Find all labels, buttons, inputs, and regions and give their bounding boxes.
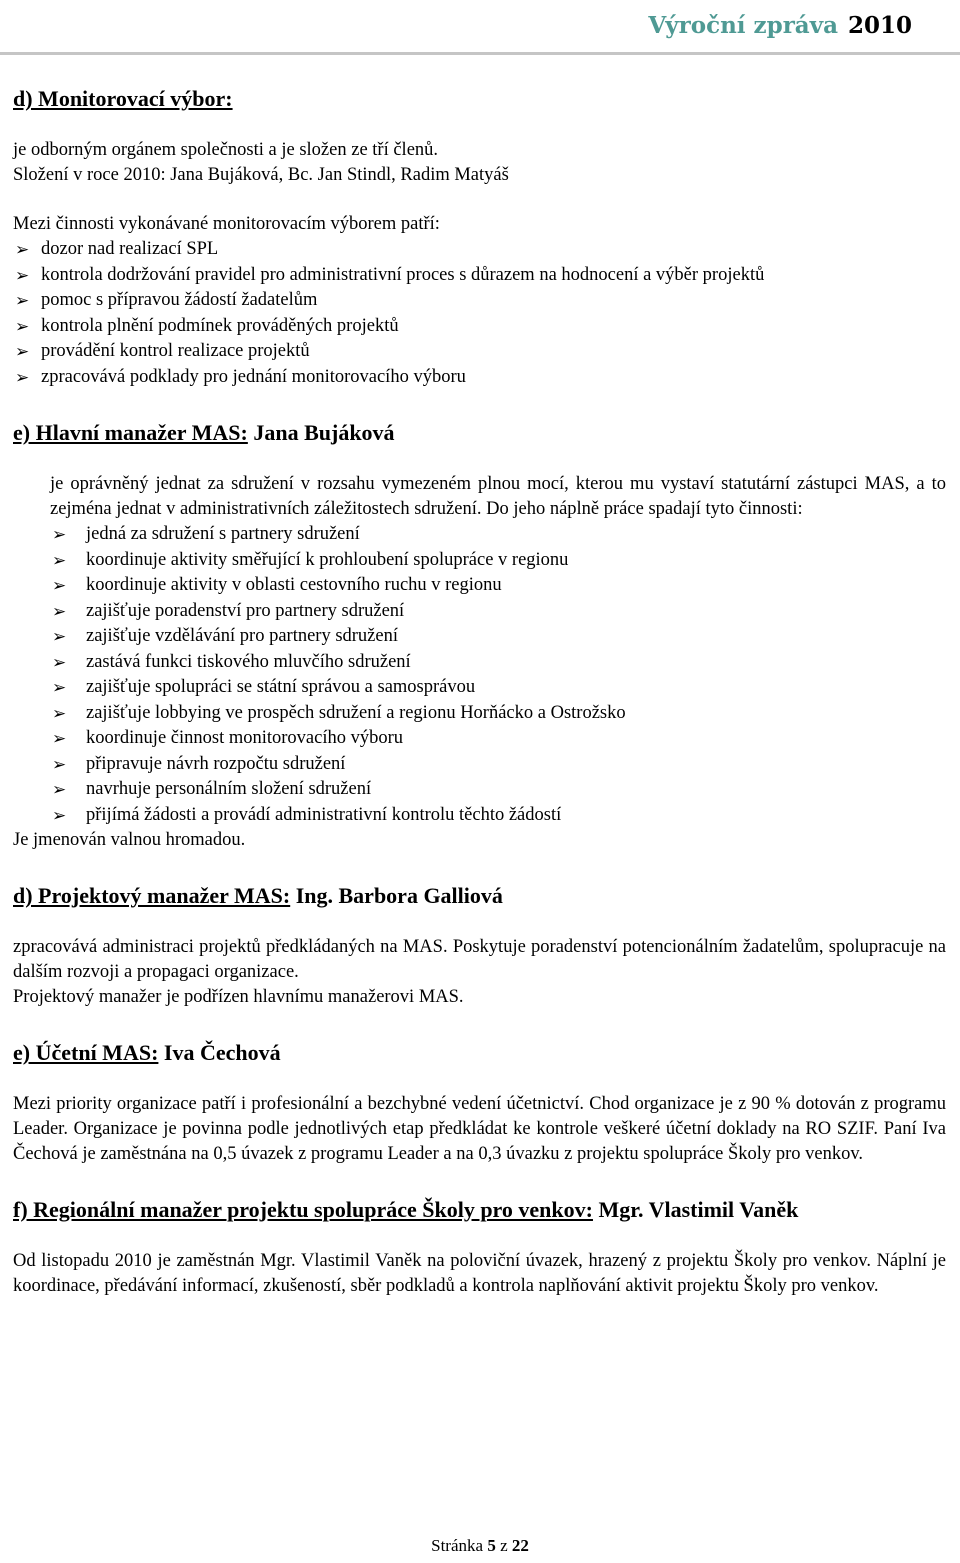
arrow-bullet-icon: ➢: [15, 316, 30, 336]
list-item-text: zajišťuje vzdělávání pro partnery sdružení: [86, 626, 398, 646]
monitoring-committee-heading: d) Monitorovací výbor:: [13, 86, 233, 111]
regional-manager-paragraph: Od listopadu 2010 je zaměstnán Mgr. Vlastimil Vaněk na poloviční úvazek, hrazený z projektu Školy pro venkov. Náplní je koordinace, předávání informací, zkušeností, sběr podkladů a kontrola naplňování aktivit projektu Školy pro venkov.: [13, 1251, 946, 1296]
arrow-bullet-icon: ➢: [52, 652, 67, 672]
arrow-bullet-icon: ➢: [15, 291, 30, 310]
arrow-bullet-icon: ➢: [52, 525, 67, 544]
list-item: [13, 339, 946, 365]
arrow-bullet-icon: ➢: [52, 550, 67, 570]
footer-current-page: 5: [487, 1536, 496, 1555]
main-manager-heading: e) Hlavní manažer MAS: Jana Bujáková: [13, 420, 395, 445]
project-manager-paragraph-1: zpracovává administraci projektů předkládaných na MAS. Poskytuje poradenství potencionálním žadatelům, spolupracuje na dalším rozvoji a propagaci organizace.: [13, 937, 946, 982]
list-item-text: připravuje návrh rozpočtu sdružení: [86, 753, 346, 774]
monitoring-intro-2: Složení v roce 2010: Jana Bujáková, Bc. Jan Stindl, Radim Matyáš: [13, 165, 509, 185]
arrow-bullet-icon: ➢: [52, 627, 67, 646]
list-item-text: zpracovává podklady pro jednání monitorovacího výboru: [41, 366, 466, 387]
list-item: [50, 726, 946, 752]
footer-prefix: Stránka: [431, 1536, 484, 1555]
header-title: Výroční zpráva: [648, 12, 838, 39]
arrow-bullet-icon: ➢: [52, 754, 67, 774]
main-manager-duties-list: [50, 522, 946, 828]
list-item: [50, 650, 946, 676]
arrow-bullet-icon: ➢: [52, 601, 67, 621]
main-manager-closing: Je jmenován valnou hromadou.: [13, 830, 246, 850]
list-item: [13, 263, 946, 289]
arrow-bullet-icon: ➢: [52, 805, 67, 825]
list-item-text: pomoc s přípravou žádostí žadatelům: [41, 290, 318, 310]
arrow-bullet-icon: ➢: [52, 729, 67, 748]
regional-manager-heading: f) Regionální manažer projektu spolupráce Školy pro venkov: Mgr. Vlastimil Vaněk: [13, 1197, 799, 1222]
list-item: [50, 599, 946, 625]
list-item: [13, 237, 946, 263]
list-item-text: koordinuje aktivity směřující k prohloubení spolupráce v regionu: [86, 549, 569, 570]
list-item-text: koordinuje aktivity v oblasti cestovního ruchu v regionu: [86, 575, 502, 595]
list-item: [50, 803, 946, 829]
page-footer: [0, 1536, 960, 1556]
list-item: [50, 522, 946, 548]
monitoring-intro-1: je odborným orgánem společnosti a je složen ze tří členů.: [13, 140, 439, 160]
arrow-bullet-icon: ➢: [15, 367, 30, 387]
list-item-text: provádění kontrol realizace projektů: [41, 341, 310, 361]
accountant-heading: e) Účetní MAS: Iva Čechová: [13, 1040, 281, 1065]
list-item: [50, 624, 946, 650]
list-item: [50, 548, 946, 574]
header-year: 2010: [847, 12, 912, 39]
arrow-bullet-icon: ➢: [52, 780, 67, 799]
header-rule: [0, 52, 960, 55]
list-item-text: dozor nad realizací SPL: [41, 239, 219, 259]
arrow-bullet-icon: ➢: [52, 703, 67, 723]
arrow-bullet-icon: ➢: [15, 265, 30, 285]
list-item: [13, 314, 946, 340]
list-item-text: kontrola plnění podmínek prováděných projektů: [41, 315, 399, 336]
list-item-text: zastává funkci tiskového mluvčího sdružení: [86, 651, 411, 672]
list-item-text: zajišťuje poradenství pro partnery sdružení: [86, 600, 405, 621]
list-item: [50, 777, 946, 803]
project-manager-heading: d) Projektový manažer MAS: Ing. Barbora Galliová: [13, 883, 503, 908]
footer-total-pages: 22: [511, 1536, 529, 1555]
arrow-bullet-icon: ➢: [52, 678, 67, 697]
list-item: [50, 573, 946, 599]
list-item: [50, 752, 946, 778]
list-item-text: zajišťuje lobbying ve prospěch sdružení a regionu Horňácko a Ostrožsko: [86, 702, 626, 723]
list-item: [50, 675, 946, 701]
footer-separator: z: [500, 1536, 508, 1555]
list-item-text: přijímá žádosti a provádí administrativní kontrolu těchto žádostí: [86, 804, 562, 825]
list-item-text: jedná za sdružení s partnery sdružení: [86, 524, 360, 544]
accountant-paragraph: Mezi priority organizace patří i profesionální a bezchybné vedení účetnictví. Chod organizace je z 90 % dotován z programu Leader. Organizace je povinna podle jednotlivých etap předkládat ke kontrole veškeré účetní doklady na RO SZIF. Paní Iva Čechová je zaměstnána na 0,5 úvazek z programu Leader a na 0,3 úvazku z projektu spolupráce Školy pro venkov.: [13, 1094, 946, 1164]
document-header: [648, 12, 912, 39]
monitoring-list-intro: Mezi činnosti vykonávané monitorovacím výborem patří:: [13, 214, 440, 234]
monitoring-activities-list: [13, 237, 946, 390]
list-item: [13, 288, 946, 314]
page-content: [13, 84, 946, 1299]
list-item-text: zajišťuje spolupráci se státní správou a samosprávou: [86, 677, 476, 697]
project-manager-paragraph-2: Projektový manažer je podřízen hlavnímu manažerovi MAS.: [13, 987, 464, 1007]
main-manager-paragraph: je oprávněný jednat za sdružení v rozsahu vymezeném plnou mocí, kterou mu vystaví statutární zástupci MAS, a to zejména jednat v administrativních záležitostech sdružení. Do jeho náplně práce spadají tyto činnosti:: [50, 474, 946, 519]
arrow-bullet-icon: ➢: [15, 240, 30, 259]
list-item: [50, 701, 946, 727]
arrow-bullet-icon: ➢: [15, 342, 30, 361]
list-item-text: navrhuje personálním složení sdružení: [86, 779, 372, 799]
list-item-text: kontrola dodržování pravidel pro administrativní proces s důrazem na hodnocení a výběr projektů: [41, 264, 765, 285]
arrow-bullet-icon: ➢: [52, 576, 67, 595]
list-item: [13, 365, 946, 391]
list-item-text: koordinuje činnost monitorovacího výboru: [86, 728, 404, 748]
